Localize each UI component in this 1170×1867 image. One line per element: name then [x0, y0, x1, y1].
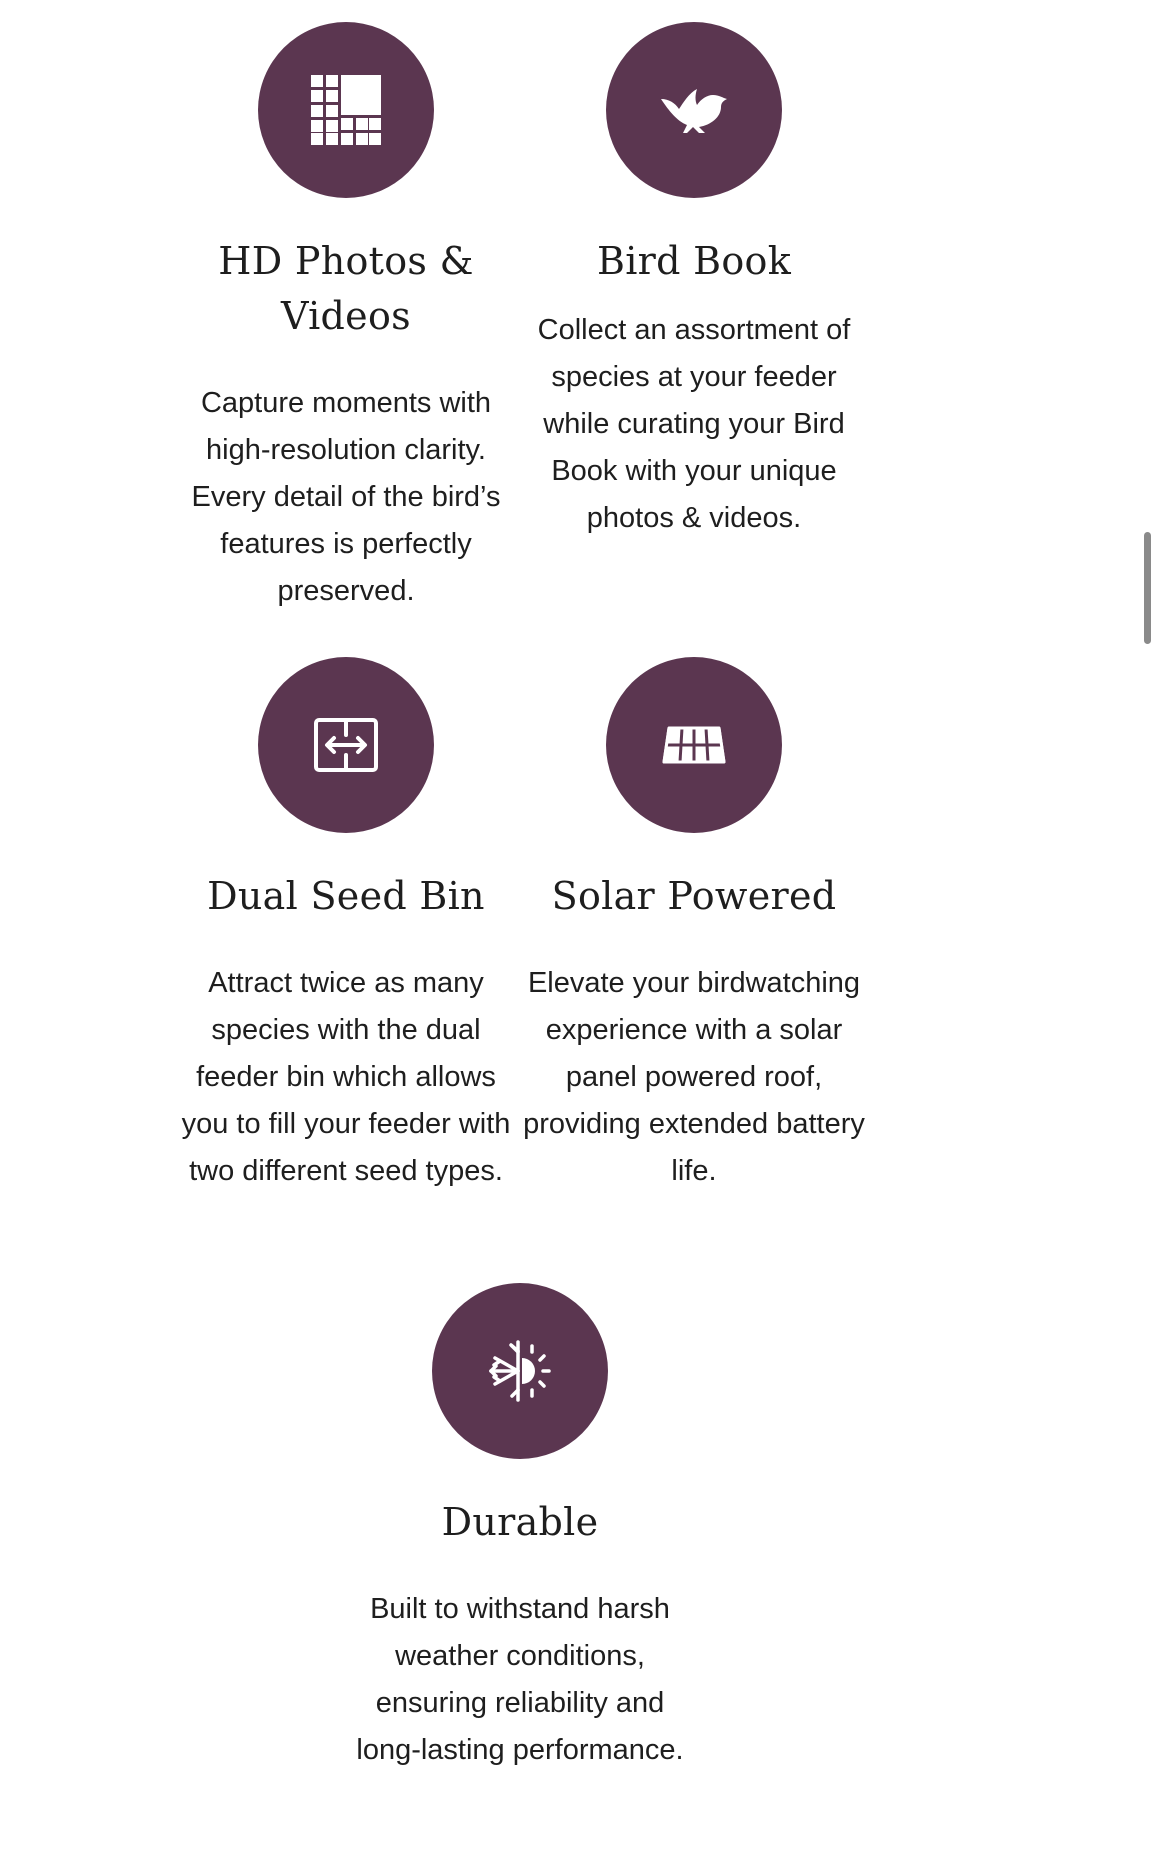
feature-description: Capture moments with high-resolution clarity. Every detail of the bird’s features is perfectly preserved.	[191, 387, 501, 607]
dual-bin-icon	[313, 717, 379, 773]
feature-title: Durable	[441, 1500, 599, 1544]
solar-panel-icon	[661, 725, 727, 765]
feature-description: Collect an assortment of species at your feeder while curating your Bird Book with your unique photos & videos.	[537, 314, 851, 534]
durable-icon-circle	[432, 1283, 608, 1459]
feature-title: Solar Powered	[551, 874, 837, 918]
feature-title: Dual Seed Bin	[207, 874, 485, 918]
feature-bird-book	[523, 22, 865, 542]
solar-icon-circle	[606, 657, 782, 833]
feature-hd-photos	[175, 22, 517, 615]
feature-description: Built to withstand harsh weather conditions, ensuring reliability and long-lasting performance.	[356, 1593, 684, 1766]
feature-title: Bird Book	[596, 239, 792, 283]
feature-title: HD Photos & Videos	[218, 239, 474, 338]
dual-bin-icon-circle	[258, 657, 434, 833]
feature-description: Attract twice as many species with the dual feeder bin which allows you to fill your feeder with two different seed types.	[181, 967, 511, 1187]
hd-icon-circle	[258, 22, 434, 198]
feature-solar-powered	[523, 657, 865, 1195]
scrollbar-thumb[interactable]	[1144, 532, 1151, 644]
bird-icon	[659, 85, 729, 135]
feature-description: Elevate your birdwatching experience with a solar panel powered roof, providing extended battery life.	[523, 967, 865, 1187]
feature-durable	[349, 1283, 691, 1774]
snow-sun-icon	[485, 1336, 555, 1406]
feature-dual-seed-bin	[175, 657, 517, 1195]
bird-icon-circle	[606, 22, 782, 198]
hd-grid-icon	[311, 75, 381, 145]
